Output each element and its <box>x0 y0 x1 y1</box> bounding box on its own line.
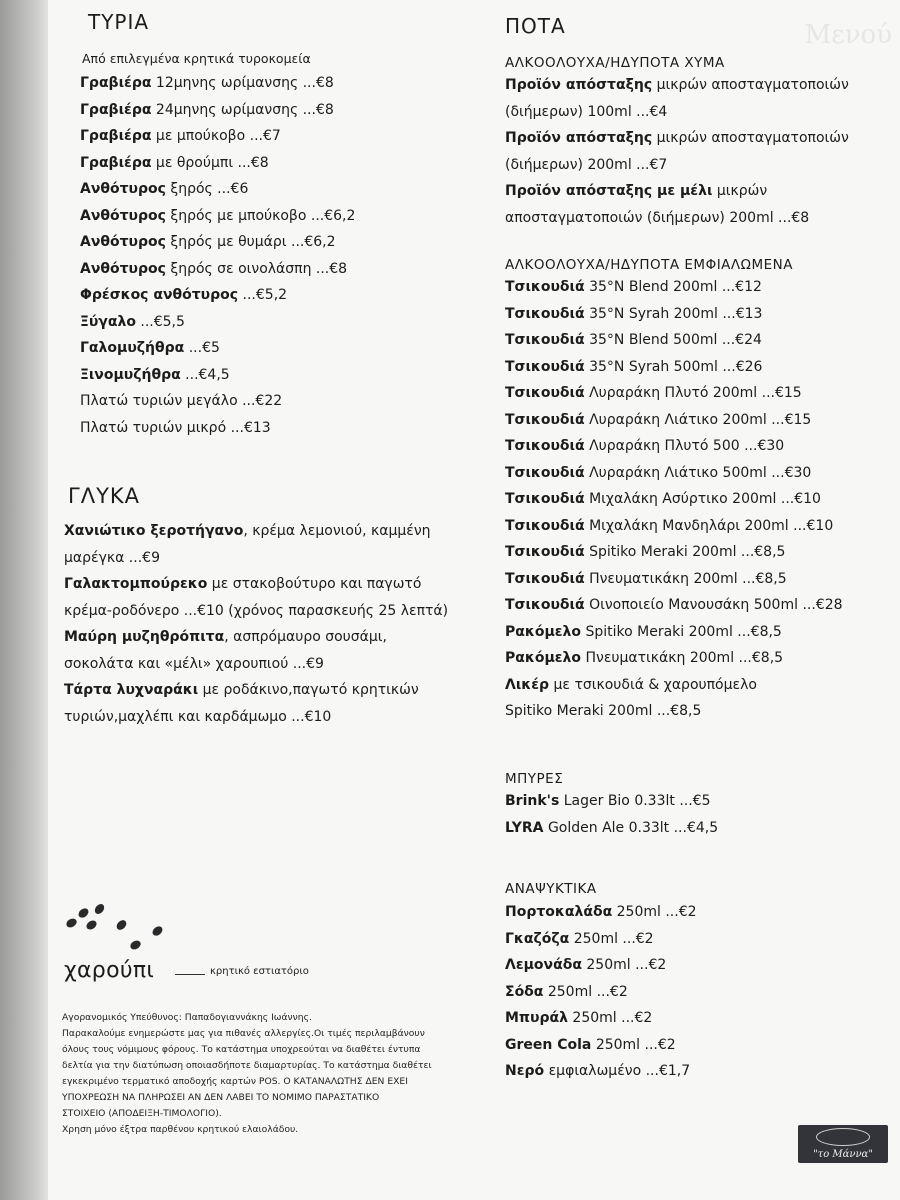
item-name-bold: Προϊόν απόσταξης <box>505 130 653 146</box>
soft-drink-line <box>505 899 895 926</box>
dessert-line <box>64 704 464 731</box>
item-name-bold: Μαύρη μυζηθρόπιτα <box>64 629 225 645</box>
soft-drinks-list <box>505 899 895 1085</box>
spirit-bulk-line <box>505 205 895 232</box>
soft-drink-line <box>505 1005 895 1032</box>
desserts-section <box>64 484 464 508</box>
item-detail: 250ml ...€2 <box>543 983 628 1000</box>
item-detail: (διήμερων) 100ml ...€4 <box>505 103 668 120</box>
legal-line: εγκεκριμένο τερματικό αποδοχής καρτών POS. Ο ΚΑΤΑΝΑΛΩΤΗΣ ΔΕΝ ΕΧΕΙ <box>62 1076 408 1087</box>
spirits-bottled-list <box>505 274 895 725</box>
spirit-bottled-line <box>505 327 895 354</box>
item-detail: Οινοποιείο Μανουσάκη 500ml ...€28 <box>584 597 843 613</box>
brand-divider <box>175 974 205 975</box>
dessert-line <box>64 545 464 572</box>
spirit-bulk-line <box>505 125 895 152</box>
cheese-list <box>80 70 480 441</box>
item-detail: Μιχαλάκη Μανδηλάρι 200ml ...€10 <box>584 517 834 534</box>
item-name-bold: Γκαζόζα <box>505 930 570 947</box>
item-name-bold: Τσικουδιά <box>505 464 585 481</box>
spirit-bottled-line <box>505 592 895 619</box>
cheese-item <box>80 388 480 415</box>
dessert-line <box>64 571 464 598</box>
soft-drink-line <box>505 979 895 1006</box>
cheese-item <box>80 282 480 309</box>
dessert-line <box>64 677 464 704</box>
item-detail: 35°N Syrah 200ml ...€13 <box>584 305 763 322</box>
desserts-list <box>64 518 464 730</box>
item-detail: Λυραράκη Λιάτικο 500ml ...€30 <box>584 464 812 481</box>
item-detail: Spitiko Meraki 200ml ...€8,5 <box>581 623 782 640</box>
desserts-title: ΓΛΥΚΑ <box>68 484 141 508</box>
cheese-item <box>80 150 480 177</box>
spirit-bottled-line <box>505 566 895 593</box>
item-name-bold: Brink's <box>505 793 560 809</box>
cheese-title: ΤΥΡΙΑ <box>88 10 150 34</box>
spirit-bulk-line <box>505 178 895 205</box>
item-name-bold: Τσικουδιά <box>505 438 585 454</box>
item-detail: μαρέγκα ...€9 <box>64 549 160 566</box>
item-detail: (διήμερων) 200ml ...€7 <box>505 156 668 173</box>
item-detail: , ασπρόμαυρο σουσάμι, <box>224 629 387 645</box>
spirits-bulk-title: ΑΛΚΟΟΛΟΥΧΑ/ΗΔΥΠΟΤΑ ΧΥΜΑ <box>505 55 725 71</box>
item-name-bold: Τσικουδιά <box>505 544 585 560</box>
dessert-line <box>64 598 464 625</box>
cheese-item <box>80 335 480 362</box>
cheese-item <box>80 256 480 283</box>
spirit-bulk-line <box>505 99 895 126</box>
item-detail: Λυραράκη Λιάτικο 200ml ...€15 <box>584 411 812 428</box>
item-detail: 250ml ...€2 <box>581 957 667 973</box>
brand-name: χαρούπι <box>64 958 155 983</box>
item-name-bold: Τάρτα λυχναράκι <box>64 682 199 698</box>
spirit-bottled-line <box>505 380 895 407</box>
spirit-bulk-line <box>505 152 895 179</box>
legal-line: όλους τους νόμιμους φόρους. Το κατάστημα υποχρεούται να διαθέτει έντυπα <box>62 1044 421 1055</box>
item-name-bold: Ανθότυρος <box>80 207 166 224</box>
legal-line: Χρηση μόνο έξτρα παρθένου κρητικού ελαιολάδου. <box>62 1124 299 1135</box>
item-detail: σοκολάτα και «μέλι» χαρουπιού ...€9 <box>64 655 324 672</box>
item-name-bold: Τσικουδιά <box>505 411 585 428</box>
item-name-bold: Γαλακτομπούρεκο <box>64 576 208 592</box>
item-detail: 250ml ...€2 <box>591 1036 676 1053</box>
item-detail: εμφιαλωμένο ...€1,7 <box>544 1063 691 1079</box>
spirits-bulk-list <box>505 72 895 231</box>
spirit-bottled-line <box>505 513 895 540</box>
item-name-bold: Ανθότυρος <box>80 181 166 197</box>
soft-drinks-title: ΑΝΑΨΥΚΤΙΚΑ <box>505 881 597 897</box>
cheese-intro: Από επιλεγμένα κρητικά τυροκομεία <box>82 51 311 66</box>
item-name-bold: Ρακόμελο <box>505 650 582 666</box>
item-detail: με στακοβούτυρο και παγωτό <box>207 576 422 592</box>
item-name-bold: Χανιώτικο ξεροτήγανο <box>64 523 244 539</box>
item-name-bold: Τσικουδιά <box>505 491 585 507</box>
cheese-item <box>80 176 480 203</box>
item-detail: τυριών,μαχλέπι και καρδάμωμο ...€10 <box>64 708 332 725</box>
item-name-bold: Πορτοκαλάδα <box>505 904 613 920</box>
dessert-line <box>64 518 464 545</box>
legal-line: Αγορανομικός Υπεύθυνος: Παπαδογιαννάκης Ιωάννης. <box>62 1012 312 1023</box>
item-name-bold: Γραβιέρα <box>80 101 152 118</box>
item-name-bold: Νερό <box>505 1063 545 1079</box>
item-name-bold: Λεμονάδα <box>505 957 582 973</box>
item-detail: μικρών αποσταγματοποιών <box>652 77 849 93</box>
manna-stamp: "το Μάννα" <box>798 1125 888 1163</box>
item-detail: με ροδάκινο,παγωτό κρητικών <box>198 682 419 698</box>
cheese-item <box>80 97 480 124</box>
item-name-bold: Γραβιέρα <box>80 154 152 171</box>
item-detail: ξηρός με θυμάρι ...€6,2 <box>165 234 336 250</box>
item-detail: Πνευματικάκη 200ml ...€8,5 <box>584 570 787 587</box>
item-detail: αποσταγματοποιών (διήμερων) 200ml ...€8 <box>505 209 810 226</box>
item-name-bold: Ανθότυρος <box>80 260 166 277</box>
item-detail: 35°N Blend 500ml ...€24 <box>584 332 762 348</box>
item-name-bold: Τσικουδιά <box>505 385 585 401</box>
beers-list <box>505 788 895 841</box>
spirit-bottled-line <box>505 407 895 434</box>
spirit-bottled-line <box>505 672 895 699</box>
item-detail: κρέμα-ροδόνερο ...€10 (χρόνος παρασκευής 25 λεπτά) <box>64 602 449 619</box>
item-name-bold: Ρακόμελο <box>505 623 582 640</box>
item-detail: με μπούκοβο ...€7 <box>151 128 281 144</box>
item-name-bold: Τσικουδιά <box>505 305 585 322</box>
item-name-bold: Ξινομυζήθρα <box>80 366 181 383</box>
spirit-bottled-line <box>505 645 895 672</box>
item-detail: ...€5 <box>184 340 220 356</box>
item-name-bold: Λικέρ <box>505 676 550 693</box>
spirit-bottled-line <box>505 619 895 646</box>
legal-line: ΣΤΟΙΧΕΙΟ (ΑΠΟΔΕΙΞΗ-ΤΙΜΟΛΟΓΙΟ). <box>62 1108 222 1119</box>
legal-line: δελτία για την διατύπωση οποιασδήποτε διαμαρτυρίας. Το κατάστημα διαθέτει <box>62 1060 432 1071</box>
spirit-bottled-line <box>505 698 895 725</box>
beers-title: ΜΠΥΡΕΣ <box>505 771 564 787</box>
brand-tagline: κρητικό εστιατόριο <box>210 966 309 977</box>
item-name-bold: Τσικουδιά <box>505 570 585 587</box>
item-detail: Μιχαλάκη Ασύρτικο 200ml ...€10 <box>584 491 821 507</box>
spirit-bottled-line <box>505 539 895 566</box>
legal-notice <box>62 1010 482 1138</box>
item-name-bold: Ξύγαλο <box>80 313 136 330</box>
item-name-bold: Γραβιέρα <box>80 128 152 144</box>
item-name-bold: Ανθότυρος <box>80 234 166 250</box>
drinks-title: ΠΟΤΑ <box>505 14 566 38</box>
item-detail: ξηρός με μπούκοβο ...€6,2 <box>165 207 356 224</box>
dessert-line <box>64 651 464 678</box>
item-detail: Λυραράκη Πλυτό 200ml ...€15 <box>584 385 802 401</box>
item-name-bold: Φρέσκος ανθότυρος <box>80 287 239 303</box>
soft-drink-line <box>505 1032 895 1059</box>
item-detail: με θρούμπι ...€8 <box>151 154 269 171</box>
item-detail: 250ml ...€2 <box>567 1010 653 1026</box>
background-ghost-text: Μενού <box>804 20 892 50</box>
item-detail: ...€5,5 <box>135 313 185 330</box>
cheese-item <box>80 229 480 256</box>
beer-line <box>505 788 895 815</box>
spirit-bottled-line <box>505 460 895 487</box>
item-detail: 12μηνης ωρίμανσης ...€8 <box>151 75 334 91</box>
drinks-section <box>505 14 895 38</box>
cheese-item <box>80 203 480 230</box>
dessert-line <box>64 624 464 651</box>
soft-drink-line <box>505 952 895 979</box>
item-detail: ...€5,2 <box>238 287 288 303</box>
spirit-bottled-line <box>505 274 895 301</box>
item-name-bold: LYRA <box>505 819 544 836</box>
legal-line: ΥΠΟΧΡΕΩΣΗ ΝΑ ΠΛΗΡΩΣΕΙ ΑΝ ΔΕΝ ΛΑΒΕΙ ΤΟ ΝΟΜΙΜΟ ΠΑΡΑΣΤΑΤΙΚΟ <box>62 1092 380 1103</box>
stamp-emblem-icon <box>816 1128 870 1146</box>
item-detail: Spitiko Meraki 200ml ...€8,5 <box>584 544 786 560</box>
item-detail: 35°N Syrah 500ml ...€26 <box>584 358 763 375</box>
item-name-bold: Σόδα <box>505 983 544 1000</box>
item-detail: Spitiko Meraki 200ml ...€8,5 <box>505 703 702 719</box>
cheese-item <box>80 309 480 336</box>
item-detail: 250ml ...€2 <box>612 904 697 920</box>
item-name-bold: Τσικουδιά <box>505 517 585 534</box>
item-detail: με τσικουδιά & χαρουπόμελο <box>549 676 757 693</box>
item-name-bold: Γαλομυζήθρα <box>80 340 185 356</box>
item-name-bold: Τσικουδιά <box>505 332 585 348</box>
item-detail: 250ml ...€2 <box>569 930 654 947</box>
item-name-bold: Τσικουδιά <box>505 358 585 375</box>
item-detail: Πλατώ τυριών μεγάλο ...€22 <box>80 393 283 409</box>
spirits-bottled-title: ΑΛΚΟΟΛΟΥΧΑ/ΗΔΥΠΟΤΑ ΕΜΦΙΑΛΩΜΕΝΑ <box>505 257 793 273</box>
item-detail: Λυραράκη Πλυτό 500 ...€30 <box>584 438 785 454</box>
spirit-bulk-line <box>505 72 895 99</box>
item-name-bold: Green Cola <box>505 1036 592 1053</box>
item-detail: ξηρός σε οινολάσπη ...€8 <box>165 260 348 277</box>
item-name-bold: Προϊόν απόσταξης <box>505 77 653 93</box>
legal-line: Παρακαλούμε ενημερώστε μας για πιθανές αλλεργίες.Οι τιμές περιλαμβάνουν <box>62 1028 425 1039</box>
cheese-item <box>80 70 480 97</box>
item-name-bold: Προϊόν απόσταξης με μέλι <box>505 183 713 199</box>
item-detail: μικρών <box>712 183 768 199</box>
spirit-bottled-line <box>505 433 895 460</box>
item-detail: 24μηνης ωρίμανσης ...€8 <box>151 101 334 118</box>
item-name-bold: Τσικουδιά <box>505 279 585 295</box>
cheese-item <box>80 362 480 389</box>
soft-drink-line <box>505 926 895 953</box>
table-shadow <box>0 0 48 1200</box>
spirit-bottled-line <box>505 354 895 381</box>
item-detail: Πνευματικάκη 200ml ...€8,5 <box>581 650 784 666</box>
item-name-bold: Τσικουδιά <box>505 597 585 613</box>
beer-line <box>505 815 895 842</box>
item-name-bold: Μπυράλ <box>505 1010 568 1026</box>
cheese-item <box>80 123 480 150</box>
item-detail: ...€4,5 <box>180 366 230 383</box>
item-detail: ξηρός ...€6 <box>165 181 249 197</box>
item-detail: Golden Ale 0.33lt ...€4,5 <box>543 819 719 836</box>
spirit-bottled-line <box>505 486 895 513</box>
cheese-section <box>64 10 464 34</box>
item-detail: 35°N Blend 200ml ...€12 <box>584 279 762 295</box>
item-name-bold: Γραβιέρα <box>80 75 152 91</box>
item-detail: μικρών αποσταγματοποιών <box>652 130 849 146</box>
item-detail: Lager Bio 0.33lt ...€5 <box>559 793 711 809</box>
spirit-bottled-line <box>505 301 895 328</box>
item-detail: Πλατώ τυριών μικρό ...€13 <box>80 419 271 436</box>
cheese-item <box>80 415 480 442</box>
soft-drink-line <box>505 1058 895 1085</box>
item-detail: , κρέμα λεμονιού, καμμένη <box>243 523 431 539</box>
